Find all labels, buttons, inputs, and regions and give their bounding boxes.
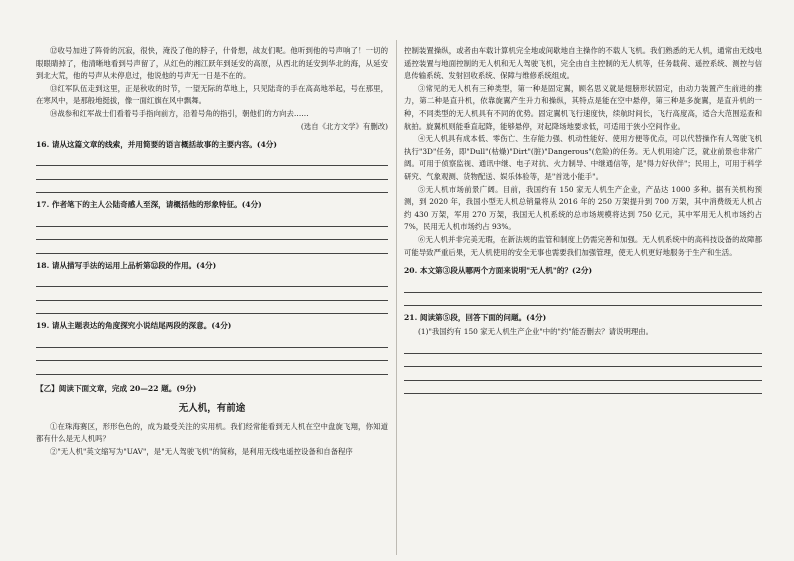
answer-line[interactable]: [36, 287, 388, 301]
question-21: [404, 312, 762, 394]
question-label: 17. 作者笔下的主人公陆奇感人至深，请概括他的形象特征。(4分): [36, 200, 262, 210]
article-paragraph-2: ②"无人机"英文缩写为"UAV"，是"无人驾驶飞机"的简称，是利用无线电遥控设备和自备程序: [50, 446, 353, 456]
answer-line[interactable]: [404, 381, 762, 395]
answer-line[interactable]: [36, 348, 388, 362]
right-column: [404, 45, 762, 394]
answer-line[interactable]: [404, 293, 762, 307]
column-divider: [396, 40, 397, 555]
answer-line[interactable]: [36, 227, 388, 241]
question-label: 20. 本文第③段从哪两个方面来说明"无人机"的？(2分): [404, 266, 593, 276]
answer-line[interactable]: [36, 301, 388, 315]
answer-lines[interactable]: [36, 153, 388, 194]
question-label: 16. 请从这篇文章的线索，并用简要的语言概括故事的主要内容。(4分): [36, 139, 277, 149]
story-paragraph-13: ⑬红军队伍走到这里，正是秋收的时节，一望无际的草地上，只见陆奇的手在高高地举起，号在那里，在寒风中，是那般地挺拔，像一面红旗在风中飘舞。: [36, 83, 388, 106]
question-19: [36, 320, 388, 375]
section-b-heading: 【乙】阅读下面文章，完成 20—22 题。(9分): [36, 383, 197, 393]
article-paragraph-3: ③常见的无人机有三种类型，第一种是固定翼，顾名思义就是翅膀形状固定，由动力装置产生前进的推力，第二种是直升机，依靠旋翼产生升力和操纵，其特点是能在空中悬停，第三种是多旋翼，是直升机的一种，不同类型的无人机具有不同的优势。固定翼机飞行速度快，续航时间长，飞行高度高，适合大范围巡查和航拍。旋翼机则能垂直起降，能够悬停，对起降场地要求低，可适用于狭小空间作业。: [404, 83, 762, 131]
answer-line[interactable]: [36, 180, 388, 194]
answer-lines[interactable]: [36, 334, 388, 375]
answer-line[interactable]: [36, 274, 388, 288]
question-18: [36, 260, 388, 315]
answer-line[interactable]: [404, 367, 762, 381]
question-16: [36, 139, 388, 194]
answer-line[interactable]: [36, 166, 388, 180]
answer-lines[interactable]: [404, 340, 762, 394]
question-20: [404, 265, 762, 306]
story-paragraph-14: ⑭战参和红军战士们看着号手指向前方，沿着号角的指引，朝他们的方向去……: [50, 108, 309, 118]
article-paragraph-1: ①在珠海赛区，形形色色的，成为最受关注的实用机。我们经常能看到无人机在空中盘旋飞翔，你知道都有什么是无人机吗？: [36, 421, 388, 444]
answer-line[interactable]: [404, 340, 762, 354]
article-paragraph-6: ⑥无人机并非完美无瑕，在新法规的监管和制度上仍需完善和加强。无人机系统中的高科技设备的故障都可能导致严重后果，无人机使用的安全无事也需要我们加强管理，使无人机更好地服务于生产和生活。: [404, 234, 762, 257]
question-sub-1: (1)"我国约有 150 家无人机生产企业"中的"约"能否删去？请说明理由。: [418, 327, 654, 337]
question-label: 18. 请从描写手法的运用上品析第⑫段的作用。(4分): [36, 260, 217, 270]
answer-line[interactable]: [36, 334, 388, 348]
question-label: 21. 阅读第⑤段，回答下面的问题。(4分): [404, 313, 547, 323]
answer-line[interactable]: [36, 213, 388, 227]
answer-line[interactable]: [36, 240, 388, 254]
answer-line[interactable]: [36, 153, 388, 167]
article-paragraph-4: ④无人机具有成本低、零伤亡、生存能力强、机动性能好、使用方便等优点，可以代替操作有人驾驶飞机执行"3D"任务，即"Dull"(枯燥)"Dirt"(脏)"Dangerous"(危险)的任务。无人机用途广泛，就业前景也非常广阔。可用于侦察监视、通讯中继、电子对抗、火力制导、中继通信等，是"得力好伙伴"；民用上，可用于科学研究、气象观测、货物配送、娱乐体验等，是"首选小能手"。: [404, 134, 762, 181]
story-paragraph-12: ⑫收号加进了阵骨的沉寂，很快，淹没了他的脖子，什骨想，战友们呢。他听到他的号声响了！一切的眼眼睛掉了，他清晰地看到号声留了，从红色的湘江跃年到延安的高原，从西北的延安到华北的海，从延安到北大荒，他的号声从未停息过，他说他的号声无一日是不在的。: [36, 46, 388, 81]
answer-lines[interactable]: [36, 213, 388, 254]
question-17: [36, 199, 388, 254]
question-label: 19. 请从主题表达的角度探究小说结尾两段的深意。(4分): [36, 321, 232, 331]
answer-lines[interactable]: [36, 274, 388, 315]
left-column: [36, 45, 388, 458]
article-paragraph-2-cont: 控制装置操纵，或者由车载计算机完全地或间歇地自主操作的不载人飞机。我们熟悉的无人机，通常由无线电遥控装置与地面控制的无人机和无人驾驶飞机，完全由自主控制的无人机等，任务载荷、遥控系统、测控与信息传输系统、发射回收系统、保障与维修系统组成。: [404, 46, 762, 81]
answer-line[interactable]: [36, 361, 388, 375]
article-title: 无人机，有前途: [178, 402, 246, 414]
source-citation: (选自《北方文学》有删改): [300, 121, 388, 131]
answer-line[interactable]: [404, 354, 762, 368]
answer-lines[interactable]: [404, 279, 762, 306]
article-paragraph-5: ⑤无人机市场前景广阔。目前，我国约有 150 家无人机生产企业，产品达 1000 多种。据有关机构预测，到 2020 年，我国小型无人机总销量将从 2016 年的 250 万架提升到 700 万架，其中消费级无人机占约 430 万架，军用 270 万架，我国无人机系统的总市场规模将达到 750 亿元，其中军用无人机市场约占 7%，民用无人机市场约占 93%。: [404, 184, 762, 232]
answer-line[interactable]: [404, 279, 762, 293]
